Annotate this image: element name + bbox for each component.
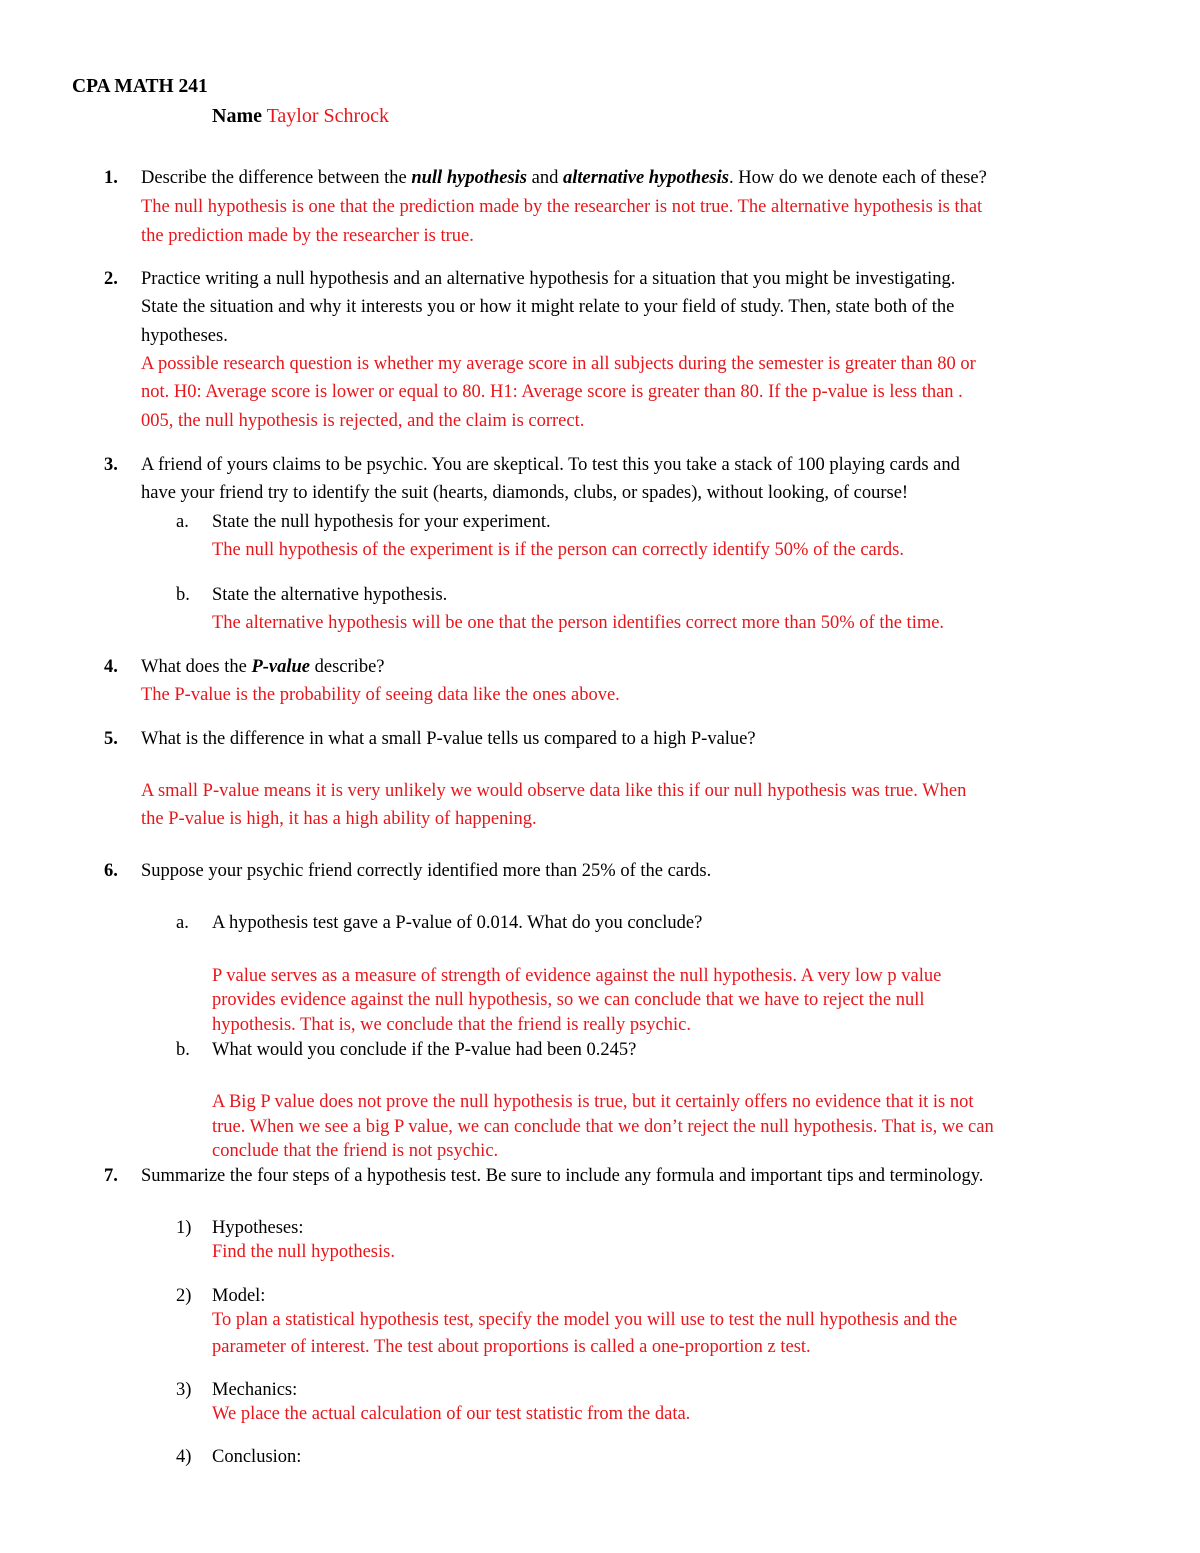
step-2-answer-line-1: To plan a statistical hypothesis test, specify the model you will use to test the null hypothesis and the [212, 1310, 958, 1330]
q1-pre: Describe the difference between the [141, 168, 412, 188]
question-2-line-2: State the situation and why it interests you or how it might relate to your field of study. Then, state both of the [141, 297, 955, 317]
answer-4: The P-value is the probability of seeing data like the ones above. [141, 685, 620, 705]
step-3-title: Mechanics: [212, 1380, 298, 1400]
question-3b-text: State the alternative hypothesis. [212, 585, 448, 605]
answer-1-line-1: The null hypothesis is one that the prediction made by the researcher is not true. The alternative hypothesis is that [141, 197, 983, 217]
question-3-line-1: A friend of yours claims to be psychic. You are skeptical. To test this you take a stack of 100 playing cards and [141, 455, 960, 475]
question-3a-text: State the null hypothesis for your experiment. [212, 512, 551, 532]
step-3-label: 3) [176, 1380, 192, 1400]
answer-2-line-1: A possible research question is whether my average score in all subjects during the semester is greater than 80 or [141, 354, 976, 374]
step-1-answer: Find the null hypothesis. [212, 1242, 395, 1262]
answer-6a-line-2: provides evidence against the null hypothesis, so we can conclude that we have to reject the null [212, 990, 925, 1010]
q4-pre: What does the [141, 657, 252, 677]
question-2-number: 2. [104, 269, 118, 289]
q1-em-alt: alternative hypothesis [562, 168, 729, 188]
question-6b-text: What would you conclude if the P-value had been 0.245? [212, 1040, 637, 1060]
name-label: Name [212, 105, 262, 127]
question-3b-label: b. [176, 585, 190, 605]
question-2-line-3: hypotheses. [141, 326, 228, 346]
course-title: CPA MATH 241 [72, 76, 208, 97]
step-1-title: Hypotheses: [212, 1218, 304, 1238]
step-4-label: 4) [176, 1447, 192, 1467]
question-6a-label: a. [176, 913, 189, 933]
answer-3a: The null hypothesis of the experiment is if the person can correctly identify 50% of the cards. [212, 540, 904, 560]
q1-em-null: null hypothesis [411, 168, 528, 188]
answer-6a-line-1: P value serves as a measure of strength of evidence against the null hypothesis. A very low p value [212, 966, 942, 986]
question-6-number: 6. [104, 861, 118, 881]
question-3-number: 3. [104, 455, 118, 475]
question-1-text [141, 169, 987, 188]
student-name [212, 106, 389, 127]
question-7-text: Summarize the four steps of a hypothesis test. Be sure to include any formula and important tips and terminology. [141, 1166, 984, 1186]
q4-em-pvalue: P-value [251, 657, 311, 677]
question-5-text: What is the difference in what a small P-value tells us compared to a high P-value? [141, 729, 756, 749]
step-2-title: Model: [212, 1286, 266, 1306]
answer-3b: The alternative hypothesis will be one that the person identifies correct more than 50% of the time. [212, 613, 945, 633]
question-6-text: Suppose your psychic friend correctly identified more than 25% of the cards. [141, 861, 712, 881]
answer-5-line-1: A small P-value means it is very unlikely we would observe data like this if our null hypothesis was true. When [141, 781, 967, 801]
question-4-text [141, 658, 385, 677]
step-3-answer: We place the actual calculation of our test statistic from the data. [212, 1404, 691, 1424]
q1-mid: and [527, 168, 563, 188]
question-3-line-2: have your friend try to identify the suit (hearts, diamonds, clubs, or spades), without looking, of course! [141, 483, 909, 503]
step-2-label: 2) [176, 1286, 192, 1306]
step-4-title: Conclusion: [212, 1447, 302, 1467]
question-3a-label: a. [176, 512, 189, 532]
question-7-number: 7. [104, 1166, 118, 1186]
question-5-number: 5. [104, 729, 118, 749]
name-value: Taylor Schrock [266, 105, 390, 127]
question-1-number: 1. [104, 168, 118, 188]
question-6b-label: b. [176, 1040, 190, 1060]
q4-post: describe? [310, 657, 385, 677]
answer-6b-line-2: true. When we see a big P value, we can conclude that we don’t reject the null hypothesis. That is, we can [212, 1117, 994, 1137]
answer-5-line-2: the P-value is high, it has a high ability of happening. [141, 809, 537, 829]
question-4-number: 4. [104, 657, 118, 677]
q1-post: . How do we denote each of these? [728, 168, 987, 188]
answer-6b-line-1: A Big P value does not prove the null hypothesis is true, but it certainly offers no evidence that it is not [212, 1092, 974, 1112]
answer-6a-line-3: hypothesis. That is, we conclude that the friend is really psychic. [212, 1015, 691, 1035]
question-2-line-1: Practice writing a null hypothesis and an alternative hypothesis for a situation that you might be investigating. [141, 269, 956, 289]
answer-2-line-3: 005, the null hypothesis is rejected, and the claim is correct. [141, 411, 585, 431]
answer-2-line-2: not. H0: Average score is lower or equal to 80. H1: Average score is greater than 80. If the p-value is less than . [141, 382, 963, 402]
step-2-answer-line-2: parameter of interest. The test about proportions is called a one-proportion z test. [212, 1337, 811, 1357]
answer-1-line-2: the prediction made by the researcher is true. [141, 226, 474, 246]
step-1-label: 1) [176, 1218, 192, 1238]
question-6a-text: A hypothesis test gave a P-value of 0.014. What do you conclude? [212, 913, 703, 933]
answer-6b-line-3: conclude that the friend is not psychic. [212, 1141, 499, 1161]
